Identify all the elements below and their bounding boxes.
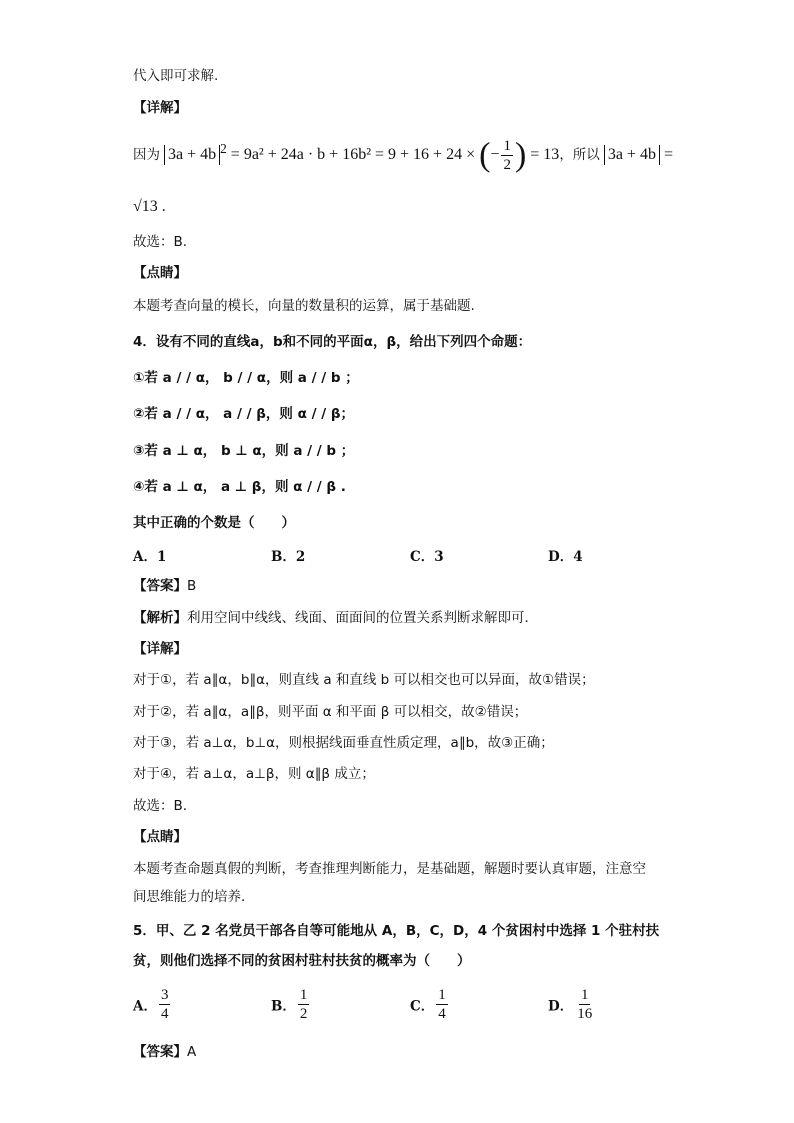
q5-frac-c: $\frac{1}{4}$	[438, 987, 446, 1022]
q5-answer-label: 【答案】	[133, 1044, 187, 1060]
q4-question: 其中正确的个数是（ ）	[133, 515, 295, 531]
q4-option-b: B．2	[271, 549, 306, 565]
vector-formula	[133, 137, 673, 174]
q4-detail-3: 对于③，若 a⊥α，b⊥α，则根据线面垂直性质定理，a∥b，故③正确；	[133, 735, 554, 751]
q5-answer-value: A	[187, 1044, 197, 1060]
comment-heading-1: 【点睛】	[133, 265, 187, 281]
q4-summary-l2: 间思维能力的培养．	[133, 889, 255, 905]
q4-detail-heading: 【详解】	[133, 641, 187, 657]
q5-option-d: D． $\frac{1}{16}$	[548, 987, 593, 1022]
paren-close: )	[514, 136, 527, 174]
summary-1: 本题考查向量的模长，向量的数量积的运算，属于基础题.	[133, 298, 475, 314]
q4-prop-2: ②若 a / / α， a / / β，则 α / / β；	[133, 406, 355, 422]
formula-rhs: 3a + 4b	[604, 145, 660, 165]
analysis-text: 利用空间中线线、线面、面面间的位置关系判断求解即可．	[187, 610, 538, 626]
continuation-text: 代入即可求解.	[133, 68, 219, 84]
q5-frac-d: $\frac{1}{16}$	[577, 987, 593, 1022]
q4-option-d: D．4	[548, 549, 583, 565]
formula-eq2: = 13	[530, 146, 560, 164]
q4-detail-4: 对于④，若 a⊥α，a⊥β，则 α∥β 成立；	[133, 766, 375, 782]
conclusion-1: 故选：B.	[133, 234, 188, 250]
formula-eq3: =	[663, 146, 673, 164]
q5-option-b: B． $\frac{1}{2}$	[271, 987, 308, 1022]
q5-frac-a: $\frac{3}{4}$	[160, 987, 169, 1022]
formula-exp: 2	[220, 140, 227, 156]
q4-option-c: C．3	[410, 549, 444, 565]
q5-answer	[133, 1042, 196, 1062]
analysis-label: 【解析】	[133, 610, 187, 626]
q4-comment-heading: 【点睛】	[133, 829, 187, 845]
sqrt-result: √13 .	[133, 198, 166, 215]
frac-num: 1	[503, 138, 511, 154]
q4-prop-4: ④若 a ⊥ α， a ⊥ β，则 α / / β .	[133, 479, 346, 495]
paren-open: (	[479, 136, 491, 174]
q4-prop-3: ③若 a ⊥ α， b ⊥ α，则 a / / b ；	[133, 443, 355, 459]
q4-prop-1: ①若 a / / α， b / / α，则 a / / b ；	[133, 370, 359, 386]
frac-den: 2	[503, 157, 511, 173]
formula-mid: ，所以	[559, 147, 600, 164]
answer-label: 【答案】	[133, 578, 187, 594]
q4-option-a: A．1	[133, 549, 167, 565]
formula-lead: 因为	[133, 147, 160, 164]
detail-heading: 【详解】	[133, 100, 187, 116]
formula-frac	[501, 137, 513, 174]
q4-analysis	[133, 608, 538, 628]
formula-eq1: = 9a² + 24a · b + 16b² = 9 + 16 + 24 ×	[230, 146, 476, 164]
q5-stem-l1: 5．甲、乙 2 名党员干部各自等可能地从 A，B，C，D，4 个贫困村中选择 1 个驻村扶	[133, 923, 660, 939]
q5-frac-b: $\frac{1}{2}$	[299, 987, 308, 1022]
q4-detail-2: 对于②，若 a∥α，a∥β，则平面 α 和平面 β 可以相交，故②错误；	[133, 704, 528, 720]
q5-stem-l2: 贫，则他们选择不同的贫困村驻村扶贫的概率为（ ）	[133, 953, 471, 969]
q5-option-c: C． $\frac{1}{4}$	[410, 987, 446, 1022]
formula-lhs: 3a + 4b	[164, 145, 220, 165]
formula-minus: −	[490, 146, 500, 164]
q4-stem: 4．设有不同的直线a，b和不同的平面α，β，给出下列四个命题：	[133, 334, 532, 350]
q5-option-a: A． $\frac{3}{4}$	[133, 987, 169, 1022]
q4-detail-1: 对于①，若 a∥α，b∥α，则直线 a 和直线 b 可以相交也可以异面，故①错误；	[133, 672, 595, 688]
q4-summary-l1: 本题考查命题真假的判断，考查推理判断能力，是基础题，解题时要认真审题，注意空	[133, 861, 646, 877]
answer-value: B	[187, 578, 197, 594]
q4-answer	[133, 576, 196, 596]
q4-conclusion: 故选：B.	[133, 798, 188, 814]
